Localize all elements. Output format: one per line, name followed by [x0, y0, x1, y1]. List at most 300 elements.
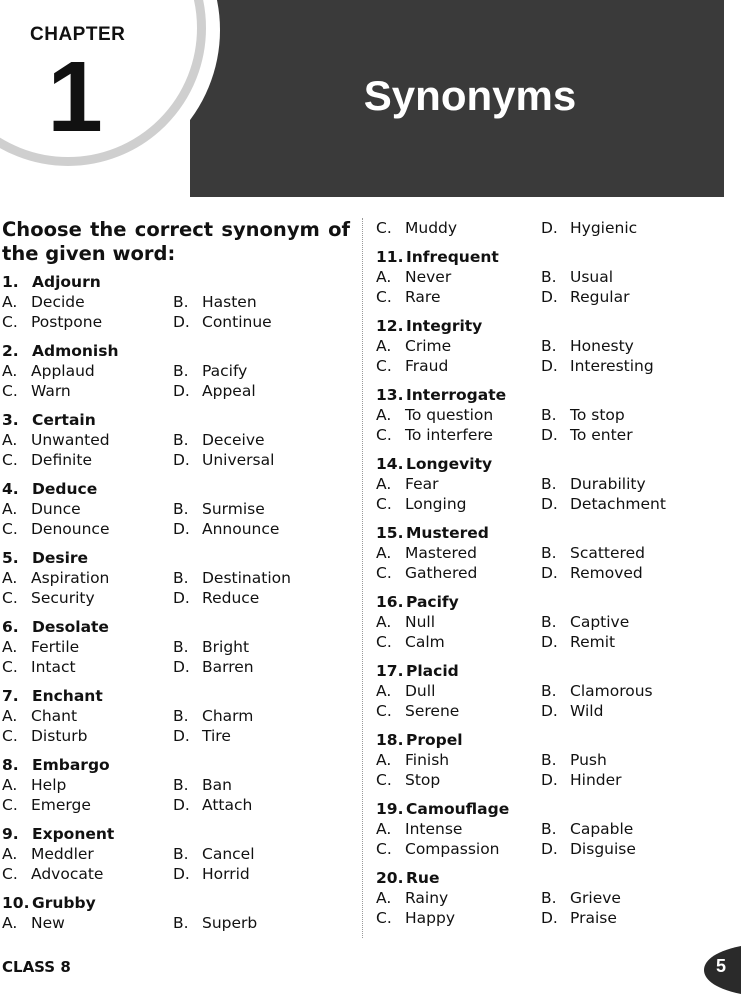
option-key: B. [541, 820, 557, 838]
option-key: C. [376, 357, 392, 375]
option-row [376, 267, 706, 287]
option-key: A. [376, 682, 392, 700]
option-key: B. [173, 569, 189, 587]
option-key: D. [173, 382, 190, 400]
option-text: Usual [570, 268, 614, 286]
chapter-title: Synonyms [363, 72, 577, 119]
option-text: Intact [31, 658, 76, 676]
option [2, 657, 173, 677]
option-row [376, 336, 706, 356]
question-number: 2. [2, 342, 19, 360]
option-key: A. [376, 268, 392, 286]
option-text: Attach [202, 796, 253, 814]
option [2, 450, 173, 470]
option-key: D. [173, 313, 190, 331]
option-row [2, 361, 350, 381]
question-word: Adjourn [32, 273, 101, 291]
option-text: Captive [570, 613, 630, 631]
option-key: A. [2, 845, 18, 863]
option [173, 568, 344, 588]
option-text: Universal [202, 451, 275, 469]
option [541, 287, 706, 307]
option [2, 568, 173, 588]
option-text: Removed [570, 564, 643, 582]
option-key: C. [2, 727, 18, 745]
question-heading [2, 824, 350, 844]
option [376, 819, 541, 839]
option-key: B. [173, 776, 189, 794]
option-key: A. [376, 889, 392, 907]
option-key: D. [173, 520, 190, 538]
option-text: Fear [405, 475, 439, 493]
option-key: C. [2, 382, 18, 400]
option-text: Cancel [202, 845, 255, 863]
option-key: B. [541, 475, 557, 493]
option-key: A. [2, 638, 18, 656]
option [376, 218, 541, 238]
option-key: A. [376, 475, 392, 493]
option [2, 361, 173, 381]
question-heading [376, 523, 706, 543]
option-key: A. [376, 406, 392, 424]
question-item [2, 617, 350, 677]
option [2, 519, 173, 539]
option [2, 588, 173, 608]
question-word: Placid [406, 662, 459, 680]
option-row [2, 913, 350, 933]
option [376, 405, 541, 425]
option-key: D. [173, 796, 190, 814]
option-text: Null [405, 613, 436, 631]
column-divider [362, 218, 363, 938]
option-text: Aspiration [31, 569, 110, 587]
option-text: Crime [405, 337, 452, 355]
option-key: B. [173, 500, 189, 518]
option-row [376, 701, 706, 721]
option [541, 750, 706, 770]
option [376, 267, 541, 287]
option [376, 750, 541, 770]
option-key: D. [173, 727, 190, 745]
question-word: Longevity [406, 455, 493, 473]
option [376, 336, 541, 356]
option-text: Meddler [31, 845, 94, 863]
option [376, 474, 541, 494]
option-row [376, 839, 706, 859]
option [173, 795, 344, 815]
option-text: Security [31, 589, 95, 607]
question-item [2, 893, 350, 933]
option-row [376, 750, 706, 770]
option-key: C. [376, 840, 392, 858]
option [541, 336, 706, 356]
question-word: Mustered [406, 524, 489, 542]
option-key: D. [173, 451, 190, 469]
question-word: Pacify [406, 593, 459, 611]
option-text: Advocate [31, 865, 104, 883]
question-heading [376, 247, 706, 267]
option-text: Bright [202, 638, 250, 656]
option-key: C. [2, 520, 18, 538]
option-key: B. [173, 707, 189, 725]
option [376, 632, 541, 652]
option-text: To question [405, 406, 494, 424]
option-row [2, 657, 350, 677]
option [376, 563, 541, 583]
question-word: Desolate [32, 618, 109, 636]
option-key: B. [541, 751, 557, 769]
question-number: 12. [376, 317, 404, 335]
option-text: Tire [202, 727, 231, 745]
option-text: Hasten [202, 293, 257, 311]
option [376, 839, 541, 859]
option-text: Horrid [202, 865, 250, 883]
option [376, 356, 541, 376]
class-label: CLASS 8 [2, 958, 71, 976]
option [2, 499, 173, 519]
question-item [376, 316, 706, 376]
question-number: 17. [376, 662, 404, 680]
option-row [2, 795, 350, 815]
option-row [2, 844, 350, 864]
option-key: D. [541, 702, 558, 720]
option-text: Chant [31, 707, 78, 725]
option-key: C. [376, 426, 392, 444]
option-text: Regular [570, 288, 630, 306]
option [541, 563, 706, 583]
option [541, 218, 706, 238]
option-text: Remit [570, 633, 616, 651]
option [173, 775, 344, 795]
option-text: Clamorous [570, 682, 653, 700]
question-heading [376, 730, 706, 750]
option [541, 543, 706, 563]
option-text: Interesting [570, 357, 654, 375]
option [173, 450, 344, 470]
left-question-list [2, 272, 350, 933]
option-text: Barren [202, 658, 254, 676]
option-key: C. [376, 288, 392, 306]
question-heading [2, 548, 350, 568]
option [541, 701, 706, 721]
option-text: Longing [405, 495, 467, 513]
option [376, 425, 541, 445]
option-text: Capable [570, 820, 634, 838]
option-key: B. [541, 406, 557, 424]
option [173, 312, 344, 332]
option-key: C. [376, 564, 392, 582]
option-text: Rainy [405, 889, 449, 907]
option [2, 312, 173, 332]
option [173, 430, 344, 450]
option-text: Ban [202, 776, 232, 794]
option [541, 888, 706, 908]
option-text: Denounce [31, 520, 110, 538]
option-text: Compassion [405, 840, 500, 858]
option-row [2, 726, 350, 746]
option-text: Applaud [31, 362, 95, 380]
question-heading [376, 661, 706, 681]
option [2, 844, 173, 864]
option-key: B. [173, 431, 189, 449]
option-text: Muddy [405, 219, 458, 237]
option-text: Rare [405, 288, 441, 306]
option-row [2, 588, 350, 608]
option-key: A. [376, 337, 392, 355]
option [2, 706, 173, 726]
option-text: Stop [405, 771, 441, 789]
option-row [2, 499, 350, 519]
question-word: Camouflage [406, 800, 510, 818]
question-item [376, 661, 706, 721]
option [376, 888, 541, 908]
option-text: Hygienic [570, 219, 638, 237]
option-text: Pacify [202, 362, 248, 380]
option-key: C. [2, 589, 18, 607]
option-row [2, 637, 350, 657]
option-key: D. [173, 589, 190, 607]
left-column [2, 218, 350, 942]
option [173, 913, 344, 933]
option [541, 632, 706, 652]
option-row [2, 292, 350, 312]
option-text: Never [405, 268, 452, 286]
question-number: 3. [2, 411, 19, 429]
option-key: B. [541, 889, 557, 907]
option-row [376, 287, 706, 307]
option [2, 292, 173, 312]
question-item [376, 868, 706, 928]
question-item [376, 247, 706, 307]
option [2, 430, 173, 450]
question-heading [2, 341, 350, 361]
question-number: 9. [2, 825, 19, 843]
question-word: Interrogate [406, 386, 507, 404]
option [541, 356, 706, 376]
option-key: A. [376, 751, 392, 769]
option-key: A. [2, 431, 18, 449]
option-text: Mastered [405, 544, 477, 562]
question-item [2, 824, 350, 884]
option-text: Superb [202, 914, 258, 932]
question-number: 16. [376, 593, 404, 611]
option [173, 864, 344, 884]
question-number: 13. [376, 386, 404, 404]
question-number: 8. [2, 756, 19, 774]
option-text: Warn [31, 382, 71, 400]
option-key: B. [541, 337, 557, 355]
question-word: Integrity [406, 317, 483, 335]
option-key: B. [541, 268, 557, 286]
option-text: Definite [31, 451, 92, 469]
option [376, 494, 541, 514]
option-text: Fraud [405, 357, 449, 375]
option [541, 908, 706, 928]
page-number: 5 [715, 956, 726, 976]
option [376, 770, 541, 790]
option-row [376, 494, 706, 514]
question-number: 6. [2, 618, 19, 636]
option [2, 864, 173, 884]
option-key: B. [173, 293, 189, 311]
option-row [376, 681, 706, 701]
option-text: Durability [570, 475, 646, 493]
question-item [2, 410, 350, 470]
option [376, 701, 541, 721]
option [2, 381, 173, 401]
option [2, 637, 173, 657]
option-text: Finish [405, 751, 450, 769]
question-number: 7. [2, 687, 19, 705]
question-word: Propel [406, 731, 463, 749]
question-item [376, 385, 706, 445]
option-key: A. [2, 362, 18, 380]
question-item [376, 454, 706, 514]
option-key: C. [376, 909, 392, 927]
option-text: Dunce [31, 500, 81, 518]
question-number: 5. [2, 549, 19, 567]
option-key: A. [2, 914, 18, 932]
option-key: A. [2, 500, 18, 518]
option [173, 499, 344, 519]
question-item [2, 341, 350, 401]
option-text: Continue [202, 313, 272, 331]
option [173, 588, 344, 608]
option-text: Appeal [202, 382, 256, 400]
option-key: D. [541, 564, 558, 582]
option [2, 726, 173, 746]
option-text: To stop [570, 406, 625, 424]
right-question-list [376, 247, 706, 928]
option-text: Grieve [570, 889, 621, 907]
option [541, 494, 706, 514]
option-row [376, 632, 706, 652]
option-text: Charm [202, 707, 254, 725]
option-key: C. [376, 495, 392, 513]
option-key: C. [376, 633, 392, 651]
option-text: Deceive [202, 431, 265, 449]
option-row [2, 568, 350, 588]
question-item [2, 755, 350, 815]
option-row [2, 430, 350, 450]
question-item [2, 548, 350, 608]
option-text: Help [31, 776, 67, 794]
option-key: D. [541, 909, 558, 927]
option-key: A. [2, 776, 18, 794]
option-key: D. [173, 658, 190, 676]
question-word: Rue [406, 869, 440, 887]
option-key: A. [2, 569, 18, 587]
option-text: Surmise [202, 500, 265, 518]
option-text: Announce [202, 520, 280, 538]
option-key: D. [541, 288, 558, 306]
option [541, 839, 706, 859]
question-item [376, 523, 706, 583]
option-text: Decide [31, 293, 85, 311]
question-heading [2, 479, 350, 499]
option [173, 381, 344, 401]
option-key: A. [2, 707, 18, 725]
question-number: 14. [376, 455, 404, 473]
option-text: Disguise [570, 840, 636, 858]
question-word: Deduce [32, 480, 98, 498]
question-number: 18. [376, 731, 404, 749]
option [173, 657, 344, 677]
instructions: Choose the correct synonym of the given word: [2, 218, 350, 265]
question-number: 15. [376, 524, 404, 542]
option-row [2, 450, 350, 470]
option-key: C. [376, 702, 392, 720]
question-item [2, 686, 350, 746]
question-heading [376, 454, 706, 474]
option-text: Reduce [202, 589, 260, 607]
chapter-banner [0, 0, 724, 197]
option-row [2, 706, 350, 726]
option-text: Calm [405, 633, 445, 651]
option-text: Dull [405, 682, 436, 700]
question-number: 20. [376, 869, 404, 887]
option-key: D. [541, 495, 558, 513]
question-word: Desire [32, 549, 89, 567]
option [541, 612, 706, 632]
option-row [376, 425, 706, 445]
option-text: Detachment [570, 495, 666, 513]
option-row [376, 218, 706, 238]
option-row [2, 519, 350, 539]
option-key: B. [541, 544, 557, 562]
question-item [2, 479, 350, 539]
question-number: 10. [2, 894, 30, 912]
question-number: 11. [376, 248, 404, 266]
option-row [376, 356, 706, 376]
option-text: Scattered [570, 544, 645, 562]
option-key: A. [2, 293, 18, 311]
option-key: C. [376, 771, 392, 789]
option [2, 775, 173, 795]
option-text: Unwanted [31, 431, 110, 449]
question-heading [2, 686, 350, 706]
option-text: To enter [570, 426, 633, 444]
option-key: B. [541, 613, 557, 631]
option-key: D. [541, 840, 558, 858]
question-heading [376, 385, 706, 405]
question-word: Embargo [32, 756, 110, 774]
option-key: D. [541, 219, 558, 237]
question-word: Certain [32, 411, 96, 429]
option-text: Serene [405, 702, 460, 720]
question-word: Infrequent [406, 248, 499, 266]
option-text: Push [570, 751, 607, 769]
right-column [376, 218, 706, 937]
question-heading [376, 799, 706, 819]
question-heading [376, 868, 706, 888]
question-continuation [376, 218, 706, 238]
question-word: Exponent [32, 825, 115, 843]
option-text: Hinder [570, 771, 622, 789]
question-number: 4. [2, 480, 19, 498]
option [541, 770, 706, 790]
option-text: Emerge [31, 796, 91, 814]
option-key: B. [173, 362, 189, 380]
option-row [376, 888, 706, 908]
option-key: A. [376, 544, 392, 562]
option-text: To interfere [405, 426, 493, 444]
question-item [376, 730, 706, 790]
option [541, 681, 706, 701]
option [541, 425, 706, 445]
option [173, 844, 344, 864]
option-text: Intense [405, 820, 463, 838]
